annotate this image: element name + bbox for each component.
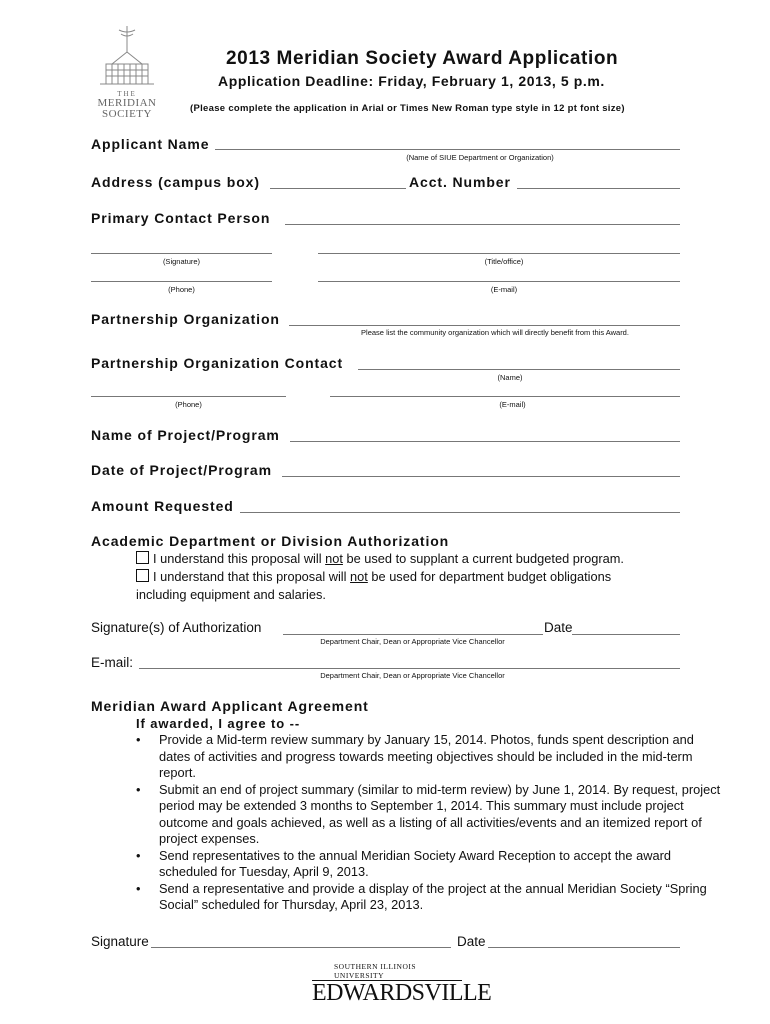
budget-text-continued: including equipment and salaries.	[136, 587, 326, 602]
agreement-item: • Provide a Mid-term review summary by January 15, 2014. Photos, funds spent description and dates of activities and progress towards meeting objectives should be included in the mid-term report.	[136, 732, 694, 780]
partnership-contact-field[interactable]	[358, 369, 680, 370]
agreement-heading: Meridian Award Applicant Agreement	[91, 698, 369, 714]
application-deadline: Application Deadline: Friday, February 1, 2013, 5 p.m.	[218, 73, 605, 89]
page-title: 2013 Meridian Society Award Application	[226, 48, 619, 69]
title-office-field[interactable]	[318, 253, 680, 254]
budget-checkbox[interactable]	[136, 569, 149, 582]
final-signature-field[interactable]	[151, 947, 451, 948]
authorization-email-label: E-mail:	[91, 655, 134, 670]
project-name-label: Name of Project/Program	[91, 427, 280, 443]
meridian-tower-icon	[92, 24, 162, 86]
agreement-item: • Send representatives to the annual Meridian Society Award Reception to accept the award scheduled for Tuesday, April 9, 2013.	[136, 847, 671, 879]
budget-text-post: be used for department budget obligations	[367, 569, 612, 584]
font-instructions: (Please complete the application in Arial or Times New Roman type style in 12 pt font size)	[190, 103, 625, 114]
agreement-item: • Send a representative and provide a display of the project at the annual Meridian Society “Spring Social” scheduled for Thursday, April 23, 2013.	[136, 880, 707, 912]
partnership-name-caption: (Name)	[497, 373, 523, 382]
amount-requested-label: Amount Requested	[91, 498, 234, 514]
supplant-checkbox-row	[136, 551, 624, 568]
partnership-email-field[interactable]	[330, 396, 680, 397]
applicant-name-label: Applicant Name	[91, 136, 210, 152]
final-date-label: Date	[457, 934, 486, 949]
chair-caption-2: Department Chair, Dean or Appropriate Vice Chancellor	[320, 671, 505, 680]
partnership-org-caption: Please list the community organization which will directly benefit from this Award.	[361, 328, 629, 337]
signature-caption: (Signature)	[162, 257, 201, 266]
authorization-signature-field[interactable]	[283, 634, 543, 635]
authorization-email-field[interactable]	[139, 668, 680, 669]
primary-contact-label: Primary Contact Person	[91, 210, 271, 226]
logo-meridian: MERIDIAN	[97, 97, 157, 109]
agreement-list	[136, 732, 726, 914]
partnership-phone-field[interactable]	[91, 396, 286, 397]
signatures-authorization-label: Signature(s) of Authorization	[91, 620, 262, 635]
title-office-caption: (Title/office)	[484, 257, 524, 266]
authorization-date-field[interactable]	[572, 634, 680, 635]
address-field[interactable]	[270, 188, 406, 189]
chair-caption: Department Chair, Dean or Appropriate Vice Chancellor	[320, 637, 505, 646]
project-date-label: Date of Project/Program	[91, 462, 272, 478]
primary-contact-field[interactable]	[285, 224, 680, 225]
logo-society: SOCIETY	[102, 108, 152, 120]
siue-logo-big: EDWARDSVILLE	[312, 980, 492, 1006]
budget-text-em: not	[350, 569, 368, 584]
budget-checkbox-row	[136, 569, 611, 586]
supplant-text-pre: I understand this proposal will	[153, 551, 326, 566]
contact-email-field[interactable]	[318, 281, 680, 282]
agreement-intro: If awarded, I agree to --	[136, 716, 301, 731]
supplant-checkbox[interactable]	[136, 551, 149, 564]
authorization-date-label: Date	[544, 620, 573, 635]
amount-requested-field[interactable]	[240, 512, 680, 513]
budget-text-pre: I understand that this proposal will	[153, 569, 351, 584]
acct-number-field[interactable]	[517, 188, 680, 189]
contact-phone-field[interactable]	[91, 281, 272, 282]
applicant-name-caption: (Name of SIUE Department or Organization)	[406, 153, 554, 162]
agreement-item: • Submit an end of project summary (similar to mid-term review) by June 1, 2014. By request, project period may be extended 3 months to September 1, 2014. This summary must include project outcome and goals achieved, as well as a listing of all activities/events and an itemized report of project expenses.	[136, 781, 721, 846]
project-date-field[interactable]	[282, 476, 680, 477]
contact-phone-caption: (Phone)	[168, 285, 195, 294]
final-signature-label: Signature	[91, 934, 149, 949]
address-label: Address (campus box)	[91, 174, 260, 190]
partnership-contact-label: Partnership Organization Contact	[91, 355, 344, 371]
siue-logo-small: SOUTHERN ILLINOIS UNIVERSITY	[334, 962, 417, 980]
partnership-phone-caption: (Phone)	[175, 400, 202, 409]
supplant-text-post: be used to supplant a current budgeted program.	[342, 551, 624, 566]
siue-logo	[312, 962, 492, 1006]
logo-the: THE	[117, 90, 137, 98]
supplant-text-em: not	[325, 551, 343, 566]
partnership-org-label: Partnership Organization	[91, 311, 280, 327]
acct-number-label: Acct. Number	[409, 174, 511, 190]
authorization-heading: Academic Department or Division Authorization	[91, 533, 450, 549]
signature-field[interactable]	[91, 253, 272, 254]
partnership-org-field[interactable]	[289, 325, 680, 326]
partnership-email-caption: (E-mail)	[499, 400, 526, 409]
applicant-name-field[interactable]	[215, 149, 680, 150]
project-name-field[interactable]	[290, 441, 680, 442]
meridian-society-logo	[92, 24, 162, 120]
final-date-field[interactable]	[488, 947, 680, 948]
contact-email-caption: (E-mail)	[490, 285, 518, 294]
